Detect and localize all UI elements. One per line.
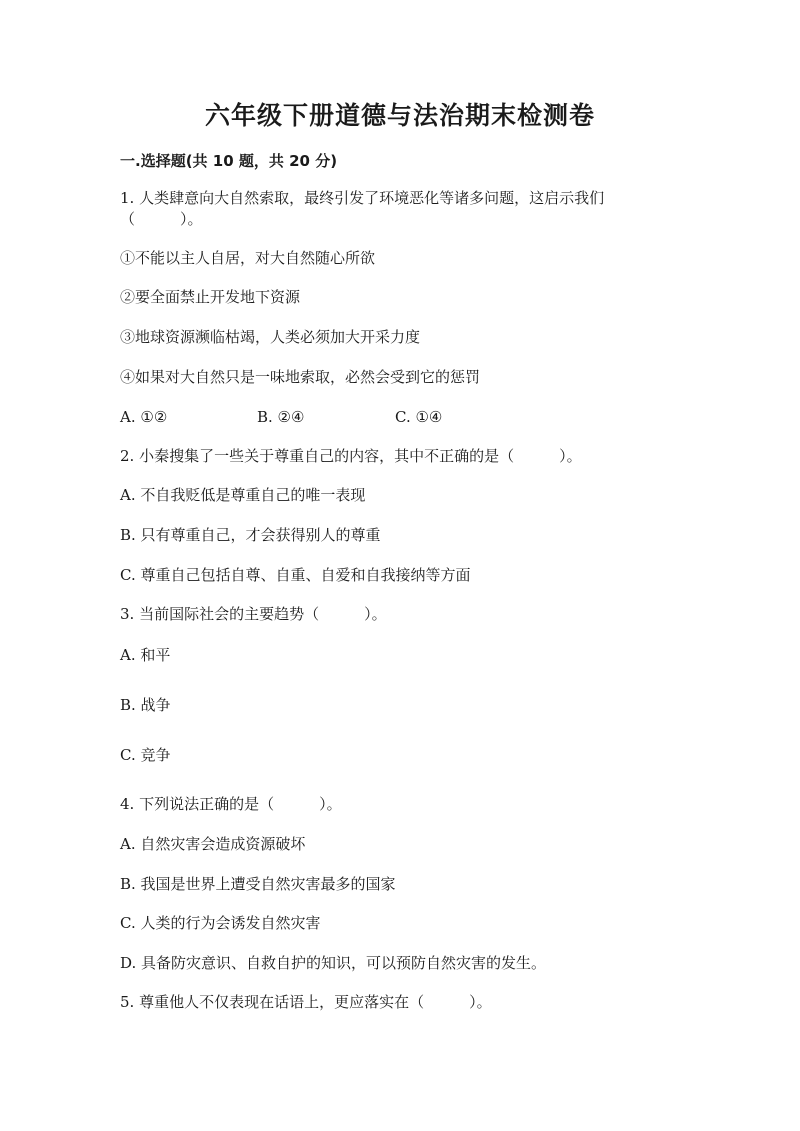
question-5-stem: 5. 尊重他人不仅表现在话语上，更应落实在（ ）。 — [120, 993, 492, 1011]
section-heading: 一.选择题(共 10 题，共 20 分) — [120, 152, 338, 170]
question-1-stem-line-1: 1. 人类肆意向大自然索取，最终引发了环境恶化等诸多问题，这启示我们 — [120, 189, 605, 207]
question-4-option-a: A. 自然灾害会造成资源破坏 — [120, 835, 306, 853]
question-1-statement-3: ③地球资源濒临枯竭，人类必须加大开采力度 — [120, 328, 421, 346]
question-3-option-b: B. 战争 — [120, 696, 171, 714]
question-4-option-c: C. 人类的行为会诱发自然灾害 — [120, 914, 321, 932]
question-2-stem: 2. 小秦搜集了一些关于尊重自己的内容，其中不正确的是（ ）。 — [120, 447, 582, 465]
question-4-option-b: B. 我国是世界上遭受自然灾害最多的国家 — [120, 875, 396, 893]
question-1-option-c: C. ①④ — [395, 408, 443, 426]
question-3-stem: 3. 当前国际社会的主要趋势（ ）。 — [120, 605, 387, 623]
question-1-option-a: A. ①② — [120, 408, 168, 426]
question-3-option-a: A. 和平 — [120, 646, 171, 664]
question-2-option-c: C. 尊重自己包括自尊、自重、自爱和自我接纳等方面 — [120, 566, 471, 584]
question-1-statement-4: ④如果对大自然只是一味地索取，必然会受到它的惩罚 — [120, 368, 481, 386]
question-1-options — [120, 408, 520, 426]
question-1-statement-2: ②要全面禁止开发地下资源 — [120, 288, 301, 306]
question-4-stem: 4. 下列说法正确的是（ ）。 — [120, 795, 342, 813]
question-4-option-d: D. 具备防灾意识、自救自护的知识，可以预防自然灾害的发生。 — [120, 954, 547, 972]
question-2-option-b: B. 只有尊重自己，才会获得别人的尊重 — [120, 526, 381, 544]
question-2-option-a: A. 不自我贬低是尊重自己的唯一表现 — [120, 486, 366, 504]
question-1-stem-line-2: （ ）。 — [120, 210, 203, 228]
question-1-statement-1: ①不能以主人自居，对大自然随心所欲 — [120, 249, 376, 267]
document-title: 六年级下册道德与法治期末检测卷 — [204, 101, 595, 130]
question-3-option-c: C. 竞争 — [120, 746, 171, 764]
question-1-option-b: B. ②④ — [257, 408, 305, 426]
